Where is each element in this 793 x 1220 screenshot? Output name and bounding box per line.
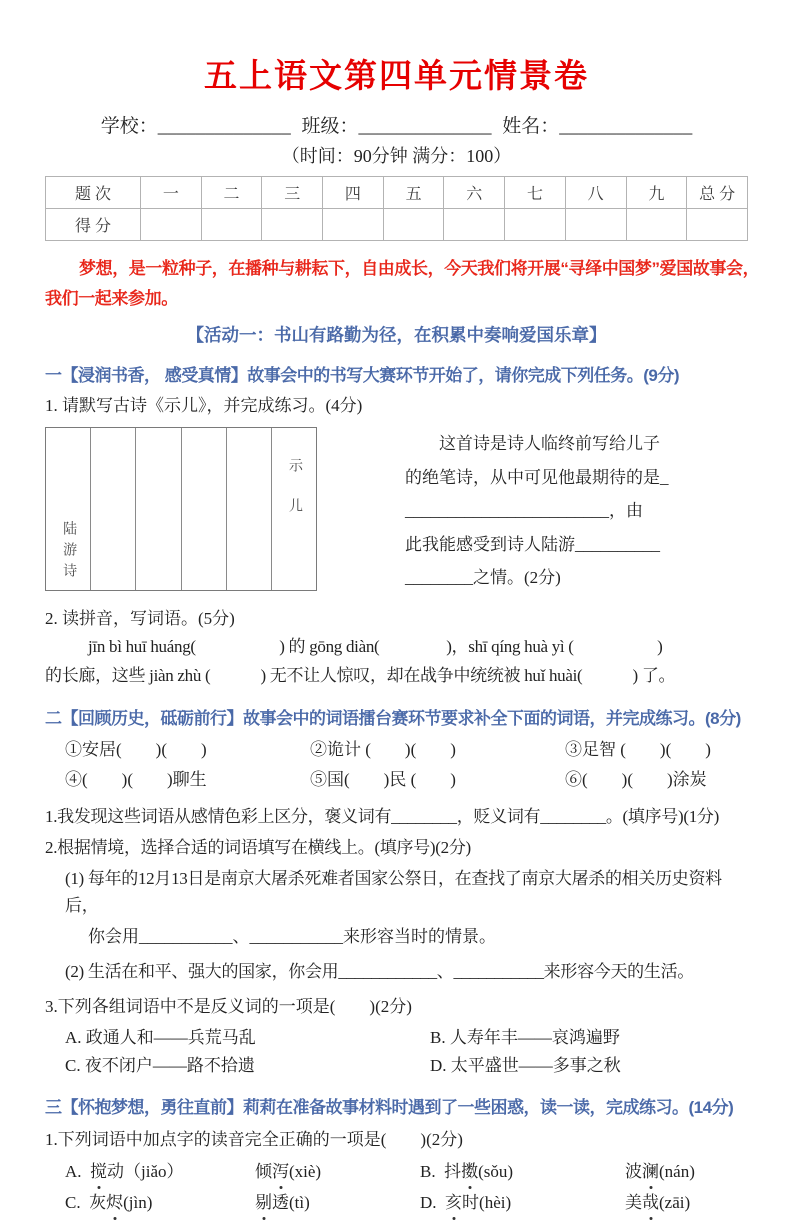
option-d-word2: [625, 1188, 748, 1217]
time-score-line: （时间：90分钟 满分：100）: [281, 146, 512, 166]
score-col-6: 六: [444, 177, 505, 209]
sec2-q2-item1-line1: (1) 每年的12月13日是南京大屠杀死难者国家公祭日，在查找了南京大屠杀的相关历史资料后，: [65, 868, 722, 915]
option-label: C.: [65, 1192, 81, 1212]
dotted-char: 搅: [90, 1157, 107, 1186]
word-part: 灰: [89, 1192, 107, 1212]
class-label: 班级：: [301, 116, 359, 137]
dotted-char: 澜: [642, 1157, 659, 1186]
poem-col-blank: [90, 428, 135, 590]
intro-line-1: 梦想，是一粒种子，在播种与耕耘下，自由成长，今天我们将开展“寻绎中国梦”爱国故事会，: [79, 259, 760, 278]
word-part: 时: [462, 1192, 480, 1212]
word-part: 美: [625, 1192, 642, 1212]
dotted-char: 烬: [106, 1188, 123, 1217]
sec2-q1: 1.我发现这些词语从感情色彩上区分，褒义词有________，贬义词有________。(填序号)(1分): [45, 806, 719, 826]
intro-paragraph: [45, 254, 760, 314]
option-c: C. 夜不闭户——路不拾遗: [65, 1055, 255, 1075]
score-row-label: 得 分: [46, 209, 141, 241]
score-cell: [444, 209, 505, 241]
score-cell: [262, 209, 323, 241]
poem-col-blank: [181, 428, 226, 590]
pinyin: (jìn): [123, 1192, 153, 1212]
option-label: A.: [65, 1161, 82, 1181]
pinyin: (hèi): [479, 1192, 512, 1212]
score-col-5: 五: [383, 177, 444, 209]
dotted-char: 剔: [255, 1188, 272, 1217]
score-col-1: 一: [141, 177, 202, 209]
pinyin: （jiǎo）: [124, 1161, 184, 1181]
pinyin: (sǒu): [478, 1161, 514, 1181]
sec1-q1-body: [45, 427, 748, 595]
option-a-word1: [65, 1157, 255, 1186]
option-label: D.: [420, 1192, 437, 1212]
word-part: 透: [272, 1192, 289, 1212]
option-b: B. 人寿年丰——哀鸿遍野: [430, 1027, 620, 1047]
word-item-5: ⑤国( )民 ( ): [310, 769, 456, 789]
score-cell: [383, 209, 444, 241]
sec1-q1-prompt: 1. 请默写古诗《示儿》，并完成练习。(4分): [45, 396, 363, 415]
sec3-q1: 1.下列词语中加点字的读音完全正确的一项是( )(2分): [45, 1129, 463, 1149]
sec2-word-row-1: [45, 735, 748, 765]
score-col-label: 题 次: [46, 177, 141, 209]
sec2-word-row-2: [45, 765, 748, 795]
page-title: 五上语文第四单元情景卷: [204, 57, 589, 94]
score-table-header-row: [46, 177, 748, 209]
pinyin: (tì): [289, 1192, 310, 1212]
analysis-line: ________之情。(2分): [405, 568, 561, 587]
sec2-q2-item1-line2: 你会用___________、___________来形容当时的情景。: [88, 926, 496, 946]
sec3-q1-options: [45, 1157, 748, 1217]
option-a-word2: [255, 1157, 420, 1186]
score-cell: [687, 209, 748, 241]
poem-col-title: [271, 428, 316, 590]
score-col-total: 总 分: [687, 177, 748, 209]
poem-writing-grid: [45, 427, 317, 591]
section2-heading: 二【回顾历史，砥砺前行】故事会中的词语擂台赛环节要求补全下面的词语，并完成练习。(8分): [45, 708, 741, 728]
option-d: D. 太平盛世——多事之秋: [430, 1055, 621, 1075]
intro-line-2: 我们一起来参加。: [45, 289, 178, 308]
analysis-line: 的绝笔诗，从中可见他最期待的是_: [405, 467, 669, 487]
word-part: 抖: [444, 1161, 462, 1181]
pinyin: (nán): [659, 1161, 695, 1181]
class-blank: ______________: [358, 116, 492, 137]
word-item-1: ①安居( )( ): [65, 739, 207, 759]
school-label: 学校：: [100, 116, 158, 137]
poem-col-author: [46, 428, 90, 590]
score-col-8: 八: [565, 177, 626, 209]
analysis-line: 这首诗是诗人临终前写给儿子: [439, 434, 660, 453]
student-info-line: [45, 111, 748, 138]
option-a: A. 政通人和——兵荒马乱: [65, 1027, 256, 1047]
analysis-line: ________________________，由: [405, 501, 643, 520]
option-b-word1: [420, 1157, 625, 1186]
word-item-2: ②诡计 ( )( ): [310, 739, 456, 759]
name-label: 姓名：: [502, 116, 560, 137]
word-item-6: ⑥( )( )涂炭: [565, 769, 707, 789]
score-col-9: 九: [626, 177, 687, 209]
score-col-3: 三: [262, 177, 323, 209]
activity1-heading: 【活动一：书山有路勤为径，在积累中奏响爱国乐章】: [186, 325, 607, 345]
section3-heading: 三【怀抱梦想，勇往直前】莉莉在准备故事材料时遇到了一些困惑，读一读，完成练习。(14分): [45, 1097, 734, 1117]
sec1-q2-prompt: 2. 读拼音，写词语。(5分): [45, 608, 235, 628]
pinyin: (xiè): [289, 1161, 322, 1181]
score-col-7: 七: [505, 177, 566, 209]
sec2-q3: 3.下列各组词语中不是反义词的一项是( )(2分): [45, 996, 412, 1016]
score-cell: [565, 209, 626, 241]
poem-col-blank: [135, 428, 180, 590]
poem-author-vertical: 陆游诗: [61, 521, 77, 584]
pinyin: (zāi): [659, 1192, 691, 1212]
score-col-4: 四: [323, 177, 384, 209]
dotted-char: 擞: [461, 1157, 478, 1186]
poem-title-vertical: 示儿: [286, 458, 302, 538]
score-table: [45, 176, 748, 241]
dotted-char: 泻: [272, 1157, 289, 1186]
score-cell: [201, 209, 262, 241]
option-b-word2: [625, 1157, 748, 1186]
score-cell: [505, 209, 566, 241]
school-blank: ______________: [157, 116, 291, 137]
sec2-q2-item2: (2) 生活在和平、强大的国家，你会用____________、___________来形容今天的生活。: [65, 961, 694, 981]
option-label: B.: [420, 1161, 436, 1181]
section1-heading: 一【浸润书香， 感受真情】故事会中的书写大赛环节开始了，请你完成下列任务。(9分): [45, 366, 679, 385]
poem-col-blank: [226, 428, 271, 590]
word-item-4: ④( )( )聊生: [65, 769, 207, 789]
score-col-2: 二: [201, 177, 262, 209]
word-part: 波: [625, 1161, 642, 1181]
name-blank: ______________: [559, 116, 693, 137]
word-item-3: ③足智 ( )( ): [565, 739, 711, 759]
score-cell: [626, 209, 687, 241]
sec1-q2-pinyin-line2: 的长廊，这些 jiàn zhù ( ) 无不让人惊叹，却在战争中统统被 huǐ huài( ) 了。: [45, 665, 676, 685]
option-c-word1: [65, 1188, 255, 1217]
word-part: 动: [107, 1161, 125, 1181]
sec2-q3-options: [45, 1024, 748, 1079]
option-c-word2: [255, 1188, 420, 1217]
sec2-q2: 2.根据情境，选择合适的词语填写在横线上。(填序号)(2分): [45, 837, 471, 857]
dotted-char: 亥: [445, 1188, 462, 1217]
word-part: 倾: [255, 1161, 272, 1181]
score-table-score-row: [46, 209, 748, 241]
score-cell: [141, 209, 202, 241]
poem-analysis-text: [405, 427, 727, 595]
sec1-q2-pinyin-line1: jīn bì huī huáng( ) 的 gōng diàn( )，shī qíng huà yì ( ): [88, 636, 663, 656]
score-cell: [323, 209, 384, 241]
analysis-line: 此我能感受到诗人陆游__________: [405, 534, 660, 554]
dotted-char: 哉: [642, 1188, 659, 1217]
option-d-word1: [420, 1188, 625, 1217]
